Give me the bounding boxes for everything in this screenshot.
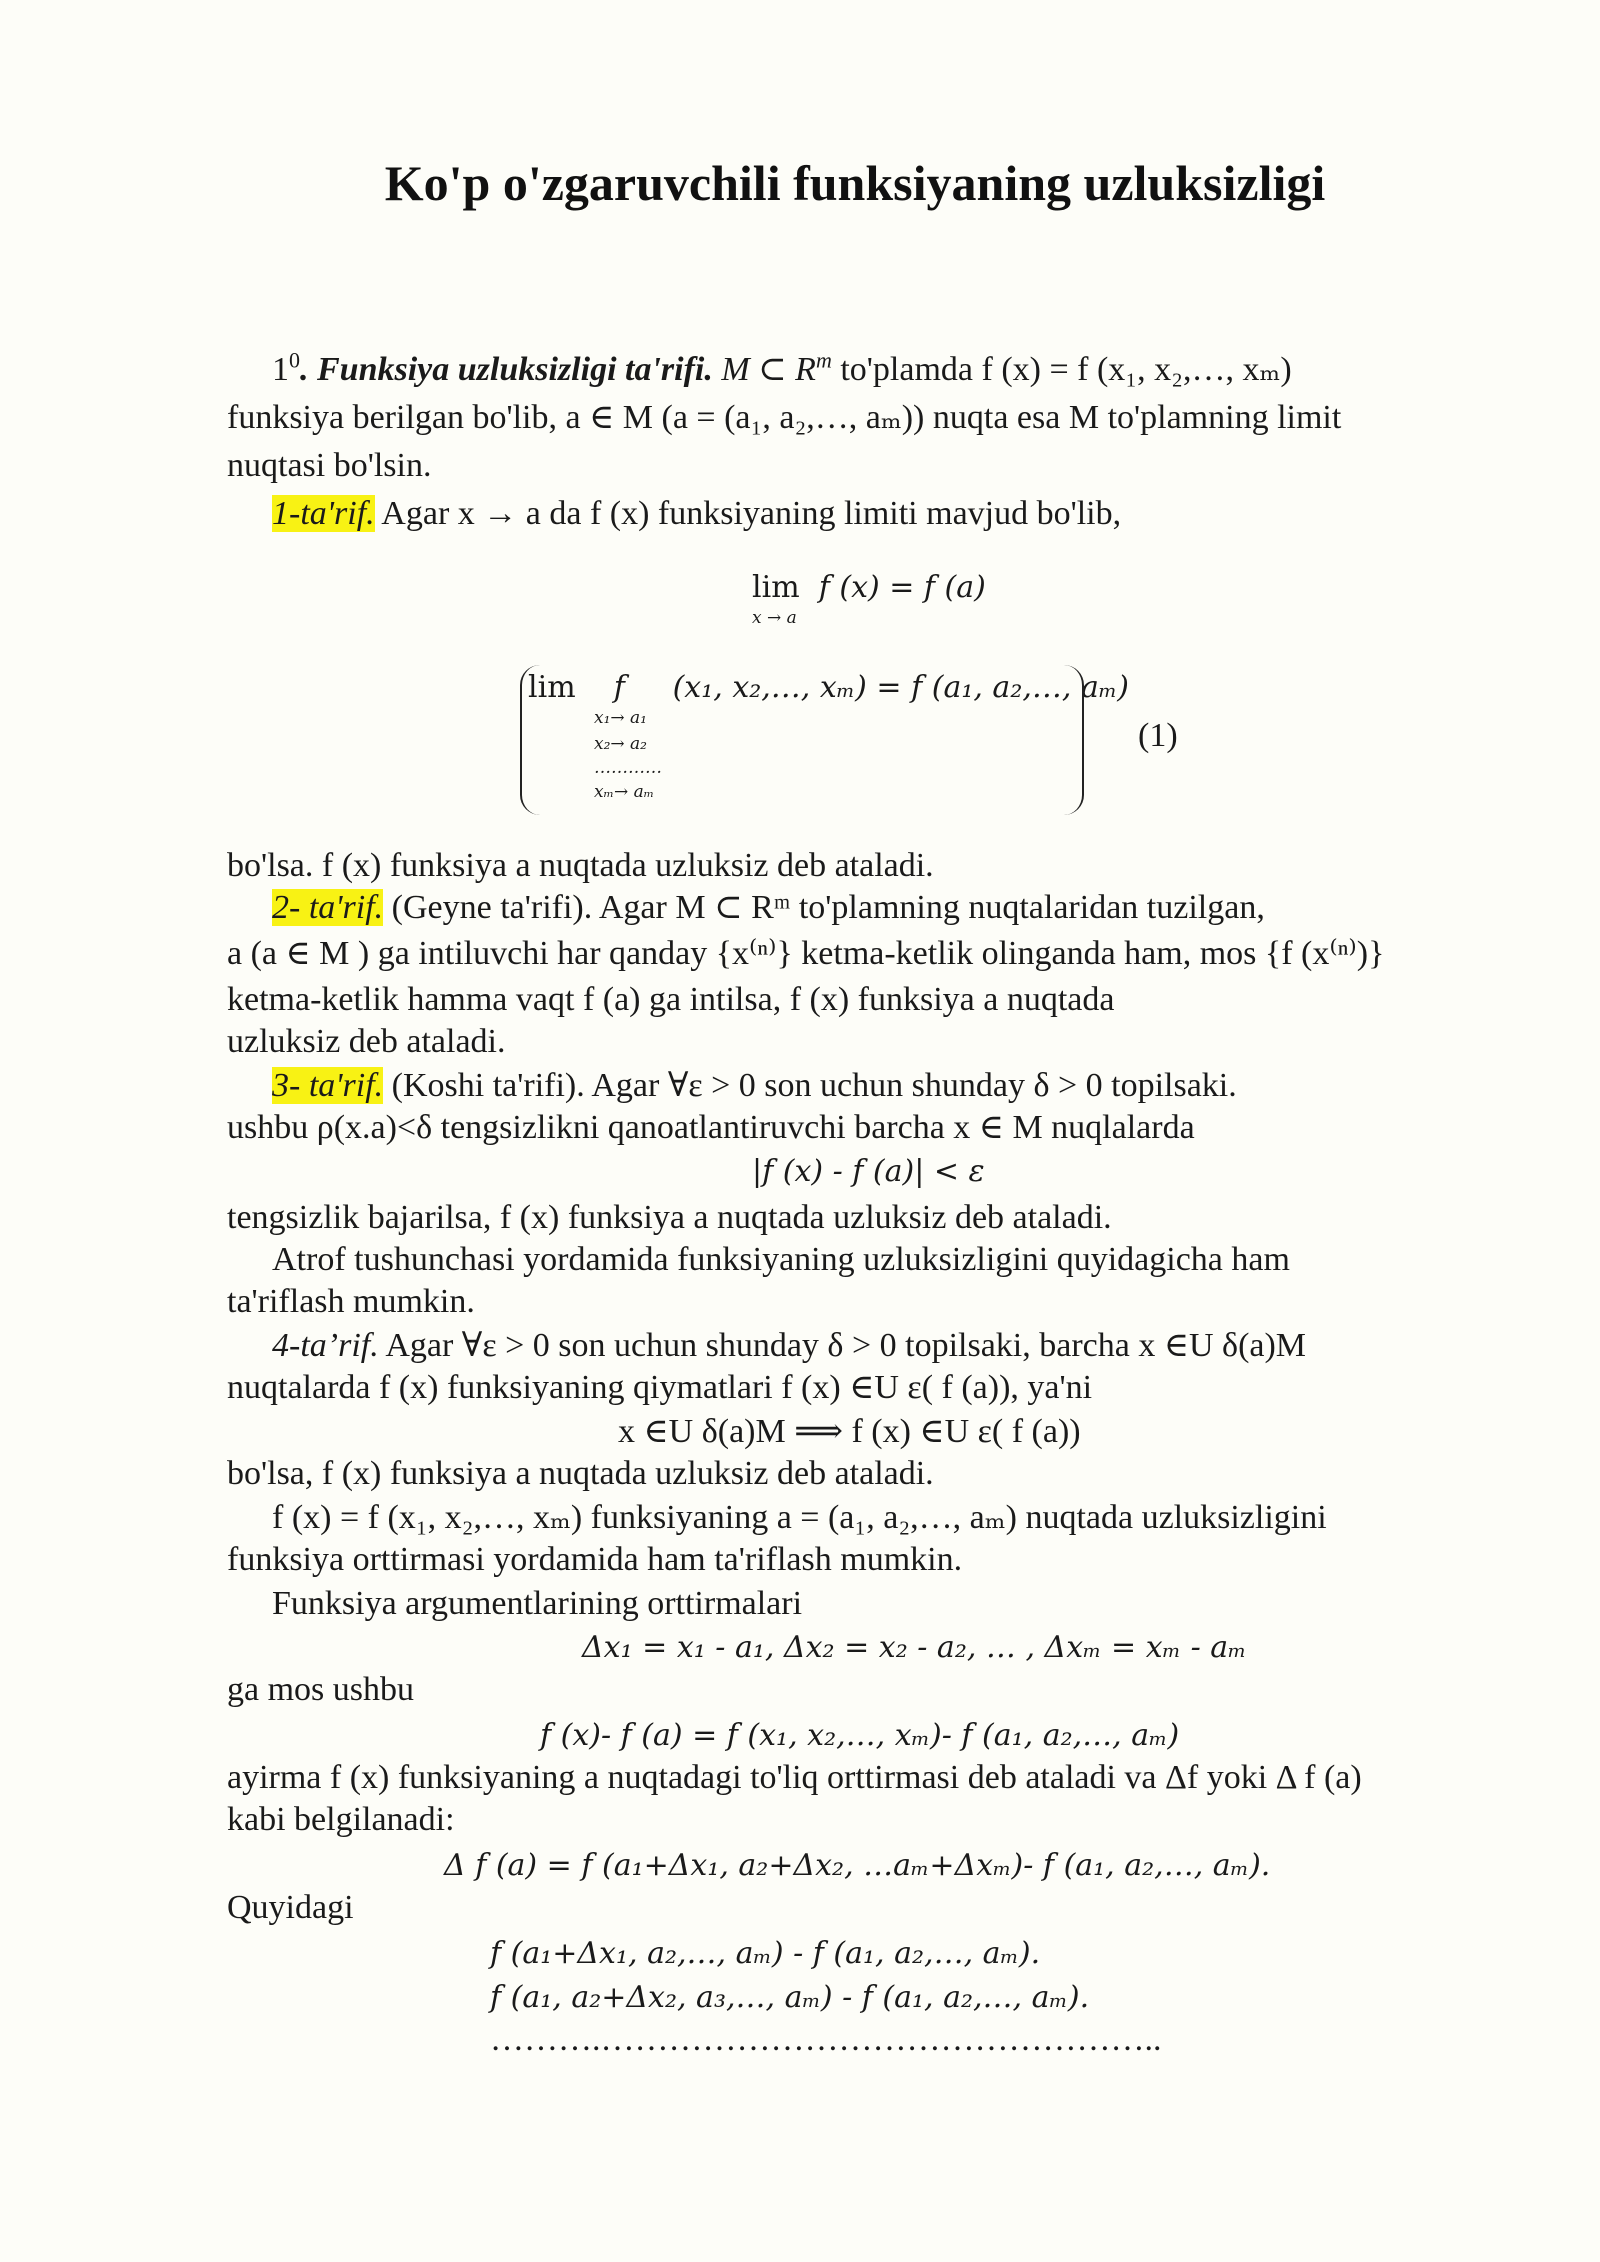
def4-line5: funksiya orttirmasi yordamida ham ta'riflash mumkin.	[227, 1541, 963, 1578]
def3-label: 3- ta'rif.	[272, 1067, 384, 1104]
page-title: Ko'p o'zgaruvchili funksiyaning uzluksizligi	[384, 155, 1326, 211]
right-paren	[1064, 665, 1084, 815]
def2-label: 2- ta'rif.	[272, 889, 384, 926]
def4-line9: kabi belgilanadi:	[227, 1801, 455, 1838]
def4-line6: Funksiya argumentlarining orttirmalari	[272, 1585, 803, 1622]
difference-formula: f (x)- f (a) = f (x₁, x₂,…, xₘ)- f (a₁, a₂,…, aₘ)	[540, 1718, 1180, 1753]
big-sub-3: …………	[594, 758, 662, 778]
def4-line7: ga mos ushbu	[227, 1671, 414, 1708]
def2-line2: a (a ∈ M ) ga intiluvchi har qanday {x⁽ⁿ⁾} ketma-ketlik olinganda ham, mos {f (x⁽ⁿ⁾)}	[227, 935, 1385, 972]
big-formula	[528, 666, 1129, 710]
def4-line4: f (x) = f (x₁, x₂,…, xₘ) funksiyaning a = (a₁, a₂,…, aₘ) nuqtada uzluksizligini	[272, 1499, 1327, 1536]
def4-label: 4-ta’rif.	[272, 1327, 379, 1364]
def3-text: (Koshi ta'rifi). Agar ∀ε > 0 son uchun shunday δ > 0 topilsaki.	[383, 1067, 1237, 1104]
def4-line8: ayirma f (x) funksiyaning a nuqtadagi to'liq orttirmasi deb ataladi va Δf yoki Δ f (a)	[227, 1759, 1362, 1796]
def3-line1	[272, 1064, 1237, 1108]
def1-formula-lim: lim	[752, 570, 800, 605]
def3-line5: ta'riflash mumkin.	[227, 1283, 475, 1320]
def4-line2: nuqtalarda f (x) funksiyaning qiymatlari f (x) ∈U ε( f (a)), ya'ni	[227, 1369, 1093, 1406]
section-intro-tail: to'plamda f (x) = f (x₁, x₂,…, xₘ)	[831, 351, 1292, 388]
section-intro	[272, 348, 1292, 392]
section-heading: . Funksiya uzluksizligi ta'rifi.	[300, 351, 713, 388]
def2-text: (Geyne ta'rifi). Agar M ⊂ Rᵐ to'plamning nuqtalaridan tuzilgan,	[383, 889, 1265, 926]
total-increment-formula: Δ f (a) = f (a₁+Δx₁, a₂+Δx₂, …aₘ+Δxₘ)- f (a₁, a₂,…, aₘ).	[444, 1848, 1271, 1883]
big-rhs: (x₁, x₂,…, xₘ) = f (a₁, a₂,…, aₘ)	[672, 670, 1129, 705]
section-number: 1	[272, 351, 289, 388]
def3-line4: Atrof tushunchasi yordamida funksiyaning uzluksizligini quyidagicha ham	[272, 1241, 1290, 1278]
section-line3: nuqtasi bo'lsin.	[227, 447, 432, 484]
def1-formula	[752, 566, 986, 610]
increment-formula: Δx₁ = x₁ - a₁, Δx₂ = x₂ - a₂, … , Δxₘ = xₘ - aₘ	[582, 1630, 1247, 1665]
def3-line2: ushbu ρ(x.a)<δ tengsizlikni qanoatlantiruvchi barcha x ∈ M nuqlalarda	[227, 1109, 1195, 1146]
def3-formula: |f (x) - f (a)| < ε	[752, 1154, 985, 1189]
equation-number: (1)	[1138, 717, 1178, 754]
def1-text: Agar x → a da f (x) funksiyaning limiti mavjud bo'lib,	[374, 495, 1122, 532]
def1-line	[272, 492, 1121, 536]
def4-text: Agar ∀ε > 0 son uchun shunday δ > 0 topilsaki, barcha x ∈U δ(a)M	[378, 1327, 1307, 1364]
partial-increment-2: f (a₁, a₂+Δx₂, a₃,…, aₘ) - f (a₁, a₂,…, aₘ).	[490, 1980, 1090, 2015]
section-number-sup: 0	[289, 347, 300, 373]
partial-increment-1: f (a₁+Δx₁, a₂,…, aₘ) - f (a₁, a₂,…, aₘ).	[490, 1936, 1041, 1971]
ellipsis-line: ……….…………………………………………..	[490, 2021, 1162, 2058]
def4-line10: Quyidagi	[227, 1889, 354, 1926]
def2-line3: ketma-ketlik hamma vaqt f (a) ga intilsa, f (x) funksiya a nuqtada	[227, 981, 1115, 1018]
big-f: f	[613, 670, 625, 705]
big-sub-4: xₘ→ aₘ	[594, 782, 655, 802]
def2-line1	[272, 886, 1265, 930]
big-sub-2: x₂→ a₂	[594, 734, 648, 754]
def1-label: 1-ta'rif.	[272, 495, 375, 532]
def1-after: bo'lsa. f (x) funksiya a nuqtada uzluksiz deb ataladi.	[227, 847, 934, 884]
def4-formula: x ∈U δ(a)M ⟹ f (x) ∈U ε( f (a))	[618, 1413, 1081, 1450]
def2-line4: uzluksiz deb ataladi.	[227, 1023, 506, 1060]
def1-formula-body: f (x) = f (a)	[818, 570, 986, 605]
big-lim: lim	[528, 670, 576, 705]
section-line2: funksiya berilgan bo'lib, a ∈ M (a = (a₁, a₂,…, aₘ)) nuqta esa M to'plamning limit	[227, 399, 1342, 436]
def4-line1	[272, 1324, 1306, 1368]
def1-formula-sub: x → a	[752, 608, 797, 628]
def4-line3: bo'lsa, f (x) funksiya a nuqtada uzluksiz deb ataladi.	[227, 1455, 934, 1492]
def3-line3: tengsizlik bajarilsa, f (x) funksiya a nuqtada uzluksiz deb ataladi.	[227, 1199, 1112, 1236]
big-sub-1: x₁→ a₁	[594, 708, 648, 728]
section-intro-sup: m	[815, 347, 832, 373]
section-intro-set: M ⊂ R	[712, 351, 816, 388]
